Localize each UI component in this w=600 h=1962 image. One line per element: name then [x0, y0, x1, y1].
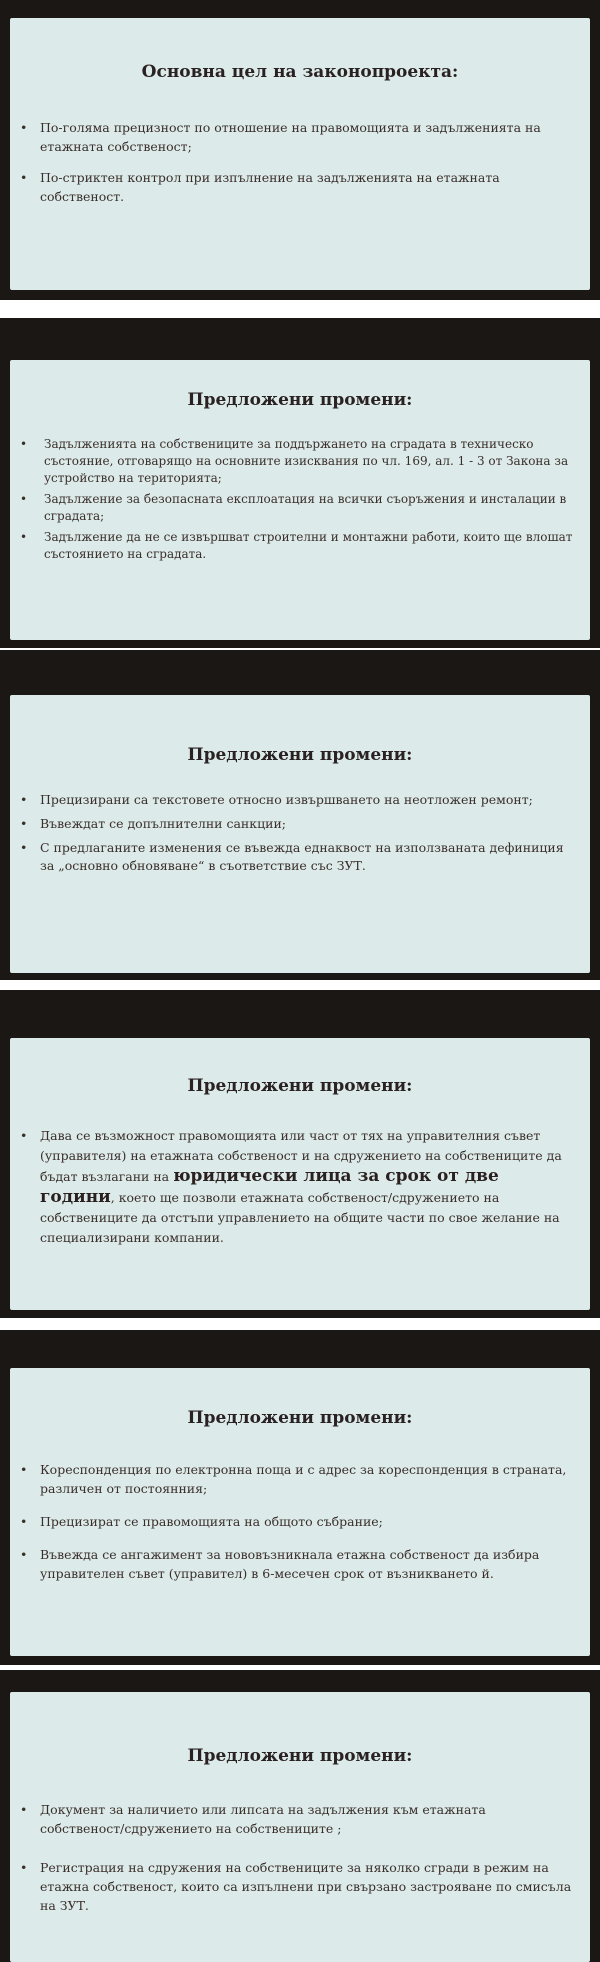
projection-screen: [10, 695, 590, 973]
slide-photo-2: [0, 318, 600, 648]
bullet-list: [10, 1460, 590, 1583]
projection-screen: [10, 1368, 590, 1656]
list-item: • Кореспонденция по електронна поща и с адрес за кореспонденция в страната, различен от постоянния;: [10, 1460, 590, 1498]
list-item: • По-стриктен контрол при изпълнение на задълженията на етажната собственост.: [10, 168, 590, 206]
list-item: • Задължение за безопасната експлоатация на всички съоръжения и инсталации в сградата;: [10, 491, 590, 525]
projection-screen: [10, 360, 590, 640]
projection-screen: [10, 18, 590, 290]
list-item: • Въвеждат се допълнителни санкции;: [10, 815, 590, 833]
list-item: • Документ за наличието или липсата на задължения към етажната собственост/сдружението на собствениците ;: [10, 1800, 590, 1838]
list-item: • С предлаганите изменения се въвежда еднаквост на използваната дефиниция за „основно обновяване“ в съответствие със ЗУТ.: [10, 839, 590, 875]
bullet-list: [10, 436, 590, 563]
projection-screen: [10, 1038, 590, 1310]
item-text-emphasis: юридически лица за срок от две години: [40, 1166, 499, 1207]
slide-photo-5: [0, 1330, 600, 1665]
slide-title: Предложени промени:: [187, 1746, 413, 1766]
list-item: • Прецизират се правомощията на общото събрание;: [10, 1512, 590, 1531]
slide-photo-6: [0, 1670, 600, 1962]
bullet-list: [10, 1126, 590, 1248]
slide-title: Предложени промени:: [187, 1408, 413, 1428]
list-item: • Прецизирани са текстовете относно извършването на неотложен ремонт;: [10, 791, 590, 809]
list-item: • Въвежда се ангажимент за нововъзникнала етажна собственост да избира управителен съвет (управител) в 6-месечен срок от възникването й.: [10, 1545, 590, 1583]
slide-photo-1: [0, 0, 600, 300]
bullet-list: [10, 118, 590, 206]
list-item: • Задължение да не се извършват строителни и монтажни работи, които ще влошат състоянието на сградата.: [10, 529, 590, 563]
list-item: • Задълженията на собствениците за поддържането на сградата в техническо състояние, отговарящо на основните изисквания по чл. 169, ал. 1 - 3 от Закона за устройство на територията;: [10, 436, 590, 487]
item-text-end: , което ще позволи етажната собственост/сдружението на собствениците да отстъпи управлението на общите части по свое желание на специализирани компании.: [40, 1190, 560, 1245]
slide-title: Предложени промени:: [187, 1076, 413, 1096]
list-item: • По-голяма прецизност по отношение на правомощията и задълженията на етажната собственост;: [10, 118, 590, 156]
slide-title: Основна цел на законопроекта:: [141, 62, 459, 82]
slide-photo-4: [0, 990, 600, 1318]
slide-title: Предложени промени:: [187, 745, 413, 765]
item-text-start: Дава се възможност правомощията или част от тях на управителния съвет (управителя) на етажната собственост и на сдружението на собствениците да бъдат възлагани на: [40, 1128, 562, 1184]
slide-photo-3: [0, 650, 600, 980]
bullet-list: [10, 1800, 590, 1915]
bullet-list: [10, 791, 590, 875]
projection-screen: [10, 1692, 590, 1962]
list-item: • Регистрация на сдружения на собствениците за няколко сгради в режим на етажна собственост, които са изпълнени при свързано застрояване по смисъла на ЗУТ.: [10, 1858, 590, 1915]
list-item: [10, 1126, 590, 1248]
slide-title: Предложени промени:: [187, 390, 413, 410]
